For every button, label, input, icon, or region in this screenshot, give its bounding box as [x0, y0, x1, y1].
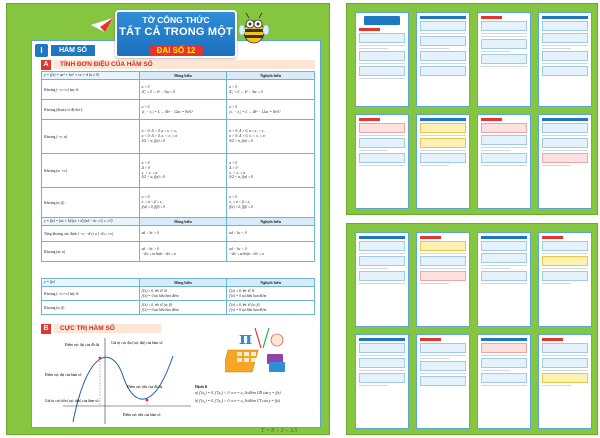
- table-row: [42, 287, 315, 301]
- table-row: [42, 80, 315, 100]
- table-header-cell: Đồng biến: [139, 279, 227, 287]
- table-cell: a > 0 |x₁ − x₂| = L ⇔ 4b² − 12ac = 9a²L²: [139, 100, 227, 120]
- table-cell: Khoảng (−∞; α): [42, 120, 140, 154]
- section-b-title: CỰC TRỊ HÀM SỐ: [54, 324, 161, 333]
- math-illustration-icon: [225, 324, 295, 380]
- graph-label: Điểm cực tiểu của hàm số: [123, 413, 161, 417]
- theorem-line-a: a) f'(x₀) = 0, f''(x₀) < 0 ⇒ x = x₀ là điểm CĐ của y = f(x): [195, 391, 281, 395]
- table-header-cell: Đồng biến: [139, 72, 227, 80]
- table-cell: Khoảng (m; n): [42, 242, 140, 262]
- table-cell: a > 0 x₁ ≤ α < β ≤ x₂ f(α) ≤ 0, f(β) ≤ 0: [139, 188, 227, 218]
- preview-page: [477, 114, 531, 209]
- table-header-row: [42, 279, 315, 287]
- preview-page: [416, 114, 470, 209]
- table-cell: a < 0 x₁ ≤ α < β ≤ x₂ f(α) ≤ 0, f(β) ≤ 0: [227, 188, 315, 218]
- preview-page: [355, 12, 409, 107]
- max-point: [99, 357, 102, 360]
- table-cell: f'(x) ≤ 0, ∀x ∈ ℝ f'(x) = 0 tại hữu hạn điểm: [227, 287, 315, 301]
- section-b-heading: [41, 324, 161, 333]
- table-header-cell: Nghịch biến: [227, 279, 315, 287]
- preview-page: [355, 232, 409, 327]
- table-row: [42, 120, 315, 154]
- table-row: [42, 301, 315, 315]
- section-a-title: TÍNH ĐƠN ĐIỆU CỦA HÀM SỐ: [54, 60, 315, 69]
- svg-text:π: π: [239, 328, 253, 349]
- table-cell: f'(x) ≥ 0, ∀x ∈ (α; β) f'(x) = 0 tại hữu hạn điểm: [139, 301, 227, 315]
- preview-page: [538, 12, 592, 107]
- preview-page: [538, 114, 592, 209]
- table-header-cell: y = f(x) = ax³ + bx² + cx + d (a ≠ 0): [42, 72, 140, 80]
- table-general-monotonic: [41, 278, 315, 315]
- table-row: [42, 154, 315, 188]
- table-cell: a > 0 Δ'ᵧ' ≤ 0 ⇔ b² − 3ac ≤ 0: [139, 80, 227, 100]
- table-cell: ad − bc < 0: [227, 226, 315, 242]
- title-line-1: TỜ CÔNG THỨC: [142, 15, 210, 25]
- preview-page: [538, 334, 592, 429]
- graph-label: Điểm cực đại của hàm số: [45, 373, 82, 377]
- table-row: [42, 188, 315, 218]
- table-cell: a > 0: Δ > 0, α ≤ x₁ < x₂ a < 0: Δ > 0, x₁ < x₂ ≤ α S/2 > α, f(α) ≥ 0: [139, 120, 227, 154]
- table-header-cell: Nghịch biến: [227, 218, 315, 226]
- preview-page: [355, 334, 409, 429]
- graph-label: Điểm cực tiểu của đồ thị: [127, 385, 163, 389]
- preview-page: [416, 334, 470, 429]
- section-b-letter: B: [41, 324, 51, 334]
- graph-label: Điểm cực đại của đồ thị: [65, 343, 100, 347]
- decorative-formula: T = 8 ÷ 3 ÷ 3.5: [261, 428, 298, 434]
- table-cell: ad − bc > 0 −d/c ≤ m hoặc −d/c ≥ n: [139, 242, 227, 262]
- preview-page: [355, 114, 409, 209]
- table-cell: a > 0 Δ > 0 x₁ < x₂ ≤ α S/2 < α, f(α) ≥ 0: [139, 154, 227, 188]
- extremum-graph: [43, 336, 193, 426]
- table-cell: a < 0 Δ'ᵧ' ≤ 0 ⇔ b² − 3ac ≤ 0: [227, 80, 315, 100]
- table-cubic-monotonic: [41, 71, 315, 218]
- section-a-heading: [41, 60, 315, 69]
- preview-sheet-bottom: [346, 223, 598, 435]
- paper-plane-icon: [91, 18, 113, 32]
- graph-label: Giá trị cực tiểu (cực tiểu) của hàm số: [45, 399, 99, 403]
- theorem-heading: Định lí: [195, 384, 208, 389]
- graph-label: Giá trị cực đại (cực đại) của hàm số: [111, 341, 163, 345]
- table-cell: Khoảng (đoạn) có độ dài L: [42, 100, 140, 120]
- table-cell: ad − bc < 0 −d/c ≤ m hoặc −d/c ≥ n: [227, 242, 315, 262]
- preview-page: [416, 232, 470, 327]
- table-cell: Khoảng (−∞;+∞) hay ℝ: [42, 287, 140, 301]
- table-rational-monotonic: [41, 217, 315, 262]
- table-cell: a < 0 Δ > 0 x₁ < x₂ ≤ α S/2 < α, f(α) ≥ 0: [227, 154, 315, 188]
- preview-sheets: [346, 3, 598, 435]
- table-header-cell: y = f(x) = (ax + b)/(cx + d) (ad − bc ≠ 0, c ≠ 0): [42, 218, 140, 226]
- poster-title: [115, 10, 237, 58]
- preview-page: [538, 232, 592, 327]
- table-cell: Khoảng (α; +∞): [42, 154, 140, 188]
- theorem-line-b: b) f'(x₀) = 0, f''(x₀) > 0 ⇒ x = x₀ là điểm CT của y = f(x): [195, 399, 281, 404]
- table-cell: ad − bc > 0: [139, 226, 227, 242]
- preview-page: [477, 12, 531, 107]
- chapter-label: HÀM SỐ: [51, 45, 95, 56]
- section-a-letter: A: [41, 60, 51, 70]
- preview-page: [477, 334, 531, 429]
- table-row: [42, 242, 315, 262]
- table-cell: Từng khoảng xác định: (−∞; −d/c) ∪ (−d/c; +∞): [42, 226, 140, 242]
- table-row: [42, 226, 315, 242]
- main-poster: [6, 3, 330, 435]
- extremum-theorem: [195, 384, 313, 426]
- table-header-cell: Đồng biến: [139, 218, 227, 226]
- chapter-number: I: [35, 44, 48, 57]
- table-cell: a < 0 |x₁ − x₂| = L ⇔ 4b² − 12ac = 9a²L²: [227, 100, 315, 120]
- table-cell: a < 0: Δ > 0, α ≤ x₁ < x₂ a > 0: Δ > 0, x₁ < x₂ ≤ α S/2 > α, f(α) ≥ 0: [227, 120, 315, 154]
- chapter-heading: [35, 44, 125, 56]
- table-cell: f'(x) ≥ 0, ∀x ∈ ℝ f'(x) = 0 tại hữu hạn điểm: [139, 287, 227, 301]
- preview-page: [477, 232, 531, 327]
- table-header-cell: y = f(x): [42, 279, 140, 287]
- table-cell: Khoảng (−∞;+∞) hay ℝ: [42, 80, 140, 100]
- table-cell: f'(x) ≤ 0, ∀x ∈ (α; β) f'(x) = 0 tại hữu hạn điểm: [227, 301, 315, 315]
- preview-page: [416, 12, 470, 107]
- table-cell: Khoảng (α; β): [42, 301, 140, 315]
- table-cell: Khoảng (α; β): [42, 188, 140, 218]
- bee-mascot-icon: [239, 12, 269, 44]
- title-line-2: TẤT CẢ TRONG MỘT: [119, 26, 233, 38]
- table-row: [42, 100, 315, 120]
- min-point: [146, 399, 149, 402]
- table-header-row: [42, 72, 315, 80]
- preview-sheet-top: [346, 3, 598, 215]
- table-header-cell: Nghịch biến: [227, 72, 315, 80]
- title-badge: ĐẠI SỐ 12: [149, 45, 204, 56]
- table-header-row: [42, 218, 315, 226]
